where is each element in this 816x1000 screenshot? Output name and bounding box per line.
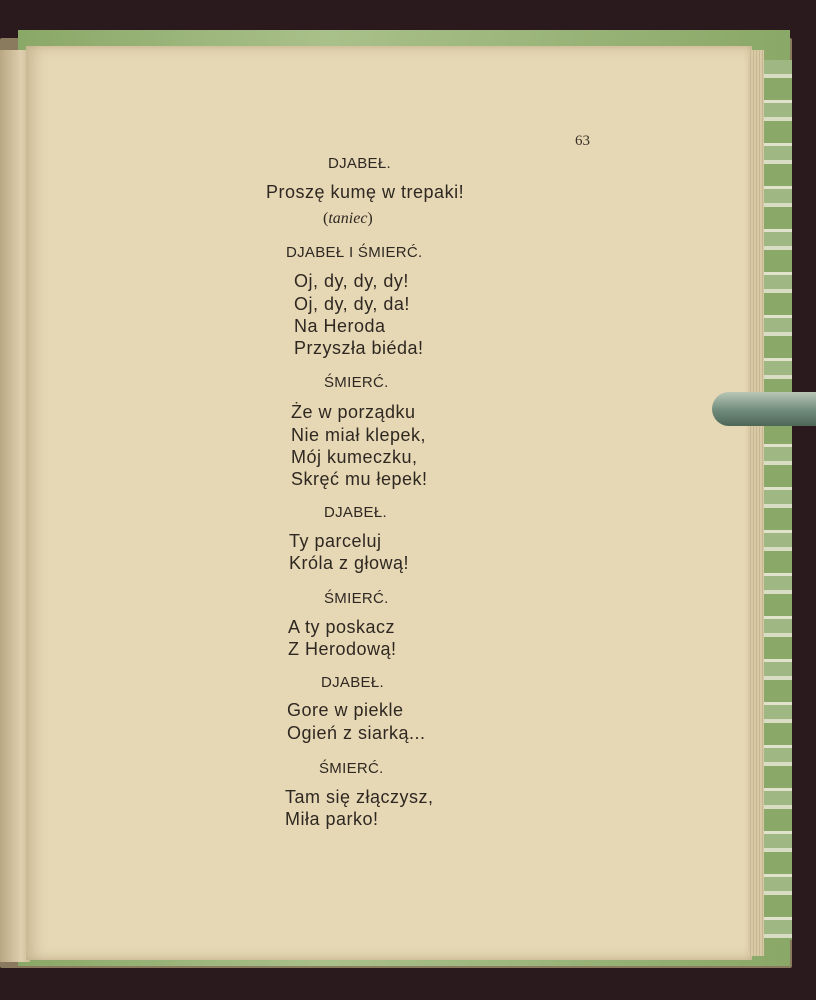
verse-line: Ogień z siarką...	[287, 723, 426, 743]
verse-line: Tam się złączysz,	[285, 787, 434, 807]
verse-line: Gore w piekle	[287, 700, 404, 720]
speaker-label: DJABEŁ I ŚMIERĆ.	[286, 244, 423, 261]
verse-line: Skręć mu łepek!	[291, 469, 428, 489]
page-stack-edge	[748, 50, 764, 956]
speaker-label: ŚMIERĆ.	[324, 374, 389, 391]
verse-line: Oj, dy, dy, da!	[294, 294, 410, 314]
verse-line: A ty poskacz	[288, 617, 396, 637]
stage-direction: (taniec)	[323, 210, 373, 227]
page-number: 63	[575, 133, 590, 149]
verse-line: Ty parceluj	[289, 531, 382, 551]
verse-line: Przyszła biéda!	[294, 338, 424, 358]
speaker-label: ŚMIERĆ.	[319, 760, 384, 777]
verse-line: Mój kumeczku,	[291, 447, 418, 467]
verse-line: Miła parko!	[285, 809, 379, 829]
verse-line: Że w porządku	[291, 402, 416, 422]
verse-line: Oj, dy, dy, dy!	[294, 271, 409, 291]
verse-line: Króla z głową!	[289, 553, 410, 573]
speaker-label: DJABEŁ.	[321, 674, 384, 691]
verse-line: Na Heroda	[294, 316, 386, 336]
verse-line: Z Herodową!	[288, 639, 397, 659]
verse-line: Proszę kumę w trepaki!	[266, 182, 465, 202]
speaker-label: DJABEŁ.	[328, 155, 391, 172]
speaker-label: DJABEŁ.	[324, 504, 387, 521]
stage-direction-text: taniec	[328, 210, 368, 227]
bookmark-ribbon	[712, 392, 816, 426]
speaker-label: ŚMIERĆ.	[324, 590, 389, 607]
verse-line: Nie miał klepek,	[291, 425, 427, 445]
endpaper-pattern	[760, 60, 792, 940]
